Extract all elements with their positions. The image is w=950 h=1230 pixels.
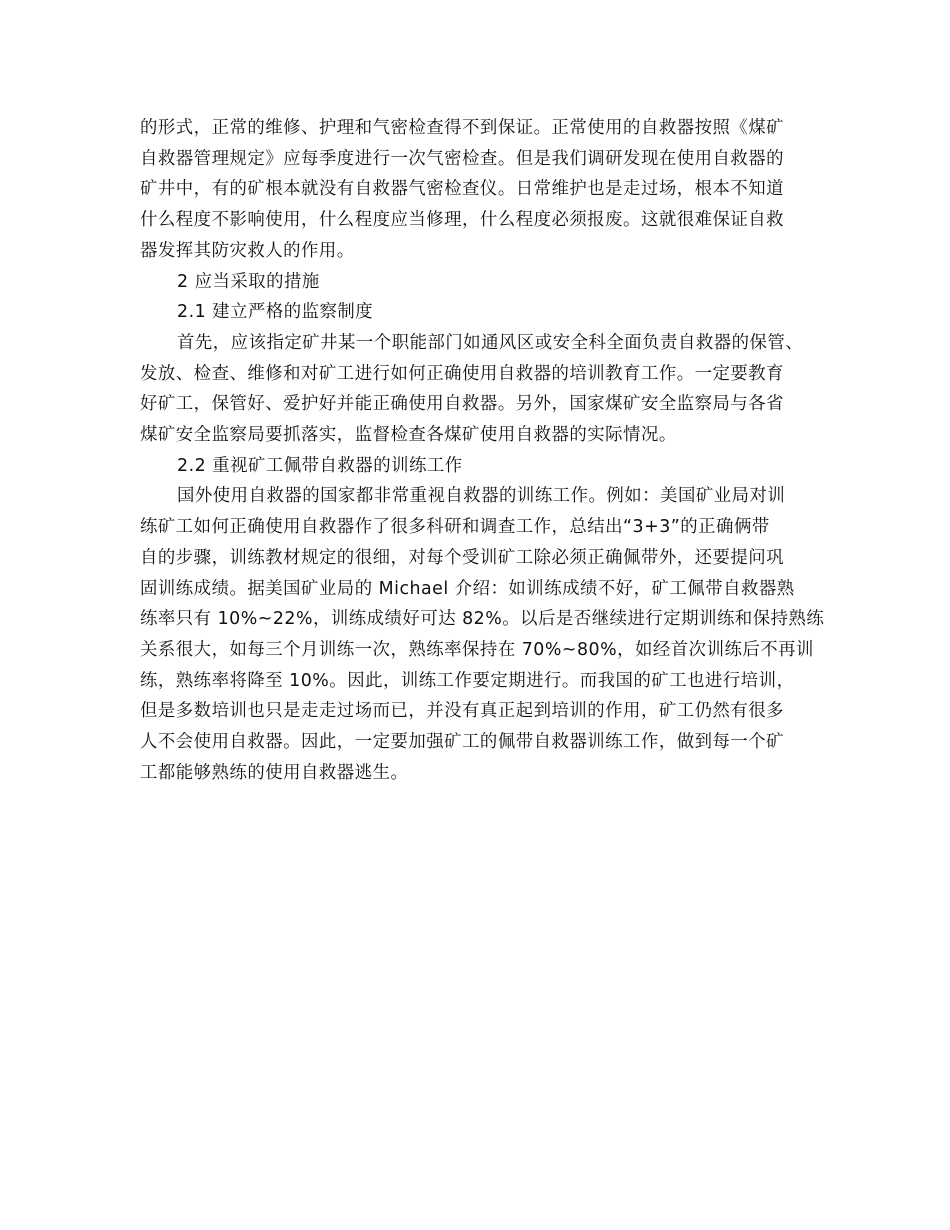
body-line: 关系很大，如每三个月训练一次，熟练率保持在 70%~80%，如经首次训练后不再训 [140,639,814,660]
body-line: 国外使用自救器的国家都非常重视自救器的训练工作。例如：美国矿业局对训 [177,486,786,507]
body-line: 煤矿安全监察局要抓落实，监督检查各煤矿使用自救器的实际情况。 [140,425,677,446]
subsection-heading: 2.1 建立严格的监察制度 [177,302,374,323]
body-line: 练矿工如何正确使用自救器作了很多科研和调查工作，总结出“3+3”的正确俩带 [140,517,770,538]
body-line: 自的步骤，训练教材规定的很细，对每个受训矿工除必须正确佩带外，还要提问巩 [140,547,785,568]
body-line: 人不会使用自救器。因此，一定要加强矿工的佩带自救器训练工作，做到每一个矿 [140,732,785,753]
body-line: 矿井中，有的矿根本就没有自救器气密检查仪。日常维护也是走过场，根本不知道 [140,179,785,200]
subsection-heading: 2.2 重视矿工佩带自救器的训练工作 [177,455,463,476]
section-heading: 2 应当采取的措施 [177,271,320,292]
body-line: 的形式，正常的维修、护理和气密检查得不到保证。正常使用的自救器按照《煤矿 [140,118,785,138]
body-line: 首先，应该指定矿井某一个职能部门如通风区或安全科全面负责自救器的保管、 [177,332,804,353]
body-line: 但是多数培训也只是走走过场而已，并没有真正起到培训的作用，矿工仍然有很多 [140,701,785,722]
body-line: 自救器管理规定》应每季度进行一次气密检查。但是我们调研发现在使用自救器的 [140,148,785,169]
body-line: 好矿工，保管好、爱护好并能正确使用自救器。另外，国家煤矿安全监察局与各省 [140,394,785,415]
body-line: 器发挥其防灾救人的作用。 [140,240,355,261]
body-line: 练率只有 10%~22%，训练成绩好可达 82%。以后是否继续进行定期训练和保持熟练 [140,609,825,630]
body-line: 什么程度不影响使用，什么程度应当修理，什么程度必须报废。这就很难保证自救 [140,210,785,231]
body-line: 固训练成绩。据美国矿业局的 Michael 介绍：如训练成绩不好，矿工佩带自救器熟 [140,578,795,599]
body-line: 发放、检查、维修和对矿工进行如何正确使用自救器的培训教育工作。一定要教育 [140,363,785,384]
body-line: 练，熟练率将降至 10%。因此，训练工作要定期进行。而我国的矿工也进行培训， [140,670,795,691]
document-body [140,113,825,788]
body-line: 工都能够熟练的使用自救器逃生。 [140,762,409,783]
